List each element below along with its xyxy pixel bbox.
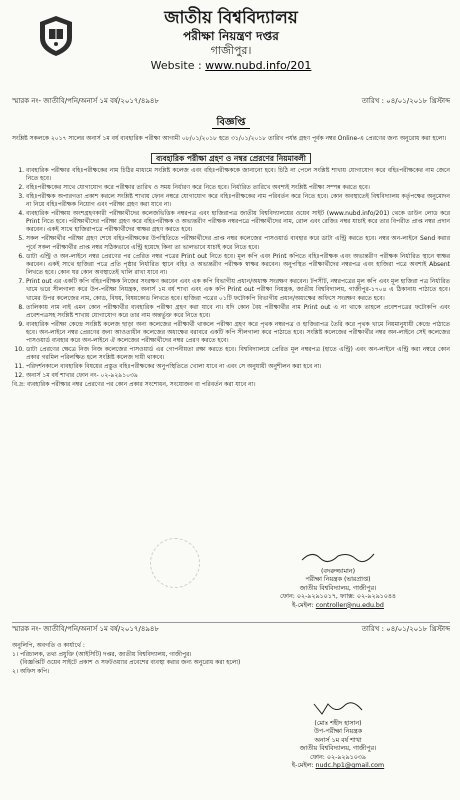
section-divider [12, 622, 450, 623]
copy-section [12, 624, 450, 676]
memo-row [12, 96, 450, 106]
notice-intro: সংশ্লিষ্ট সকলকে ২০১৭ সালের অনার্স ১ম বর্ষ ব্যবহারিক পরীক্ষা আগামী ০৮/০১/২০১৮ হতে ৩১/০১/২০১৮ তারিখ পর্যন্ত গ্রহণ পূর্বক নম্বর Online-এ প্রেরণের জন্য অনুরোধ করা হলো। [12, 135, 447, 142]
office-city: গাজীপুর। [210, 44, 252, 57]
notice-title: বিজ্ঞপ্তি [212, 117, 249, 129]
copy-item: ১। পরিচালক, তথ্য প্রযুক্তি (আইসিটি) দপ্তর, জাতীয় বিশ্ববিদ্যালয়, গাজীপুর। [12, 650, 192, 658]
copy-intro: অনুলিপি, অবগতি ও কার্যার্থে : [12, 642, 85, 649]
rules-list [12, 167, 450, 381]
university-name: জাতীয় বিশ্ববিদ্যালয় [164, 8, 298, 28]
website-link[interactable]: www.nubd.info/201 [205, 59, 312, 72]
deputy-email-line [258, 762, 418, 771]
signatory-designation: পরীক্ষা নিয়ন্ত্রক (ভারপ্রাপ্ত) [305, 576, 371, 583]
controller-signature-block [258, 548, 418, 610]
office-name: পরীক্ষা নিয়ন্ত্রণ দপ্তর [183, 29, 279, 43]
rule-item: 2. বহিঃপরীক্ষকের সাথে যোগাযোগ করে পরীক্ষার তারিখ ও সময় নির্ধারণ করে নিতে হবে। নির্ধারিত তারিখে অবশ্যই সংশ্লিষ্ট পরীক্ষা সম্পন্ন করতে হবে। [26, 184, 450, 192]
deputy-name: (মোঃ শহীদ হাসান) [314, 719, 362, 727]
rule-item: 6. ডাটা এন্ট্রি ও অন-লাইনে নম্বর প্রেরণের পর প্রেরিত নম্বর পত্রের Print out নিতে হবে। মূল কপি এবং Print কপিতে বহিঃপরীক্ষক এবং অভ্যন্তরীণ পরীক্ষক নির্ধারিত স্থানে স্বাক্ষর করবেন। একই সাথে হাজিরা পত্রে প্রতি পৃষ্ঠার নির্ধারিত স্থানে বহিঃ ও অভ্যন্তরীণ পরীক্ষক স্বাক্ষর করবেন। অনুপস্থিত পরীক্ষার্থীদের নম্বরপত্র এবং হাজিরা পত্রে অবশ্যই Absent লিখতে হবে। কোন ঘর কোন অবস্থাতেই খালি রাখা যাবে না। [26, 253, 450, 278]
faded-stamp-icon [150, 538, 200, 588]
copy-recipients [12, 642, 450, 676]
rule-item: 7. Print out এর একটি কপি বহিঃপরীক্ষক নিজের সংরক্ষণ করবেন এবং এক কপি বিভাগীয় প্রধান/অধ্যক্ষ সংরক্ষণ করবেন। টপসীট, নম্বরপত্রের মূল কপি এবং মূল হাজিরা পত্র নির্ধারিত খামে ভরে সীলগালা করে উপ-পরীক্ষা নিয়ন্ত্রক, অনার্স ১ম বর্ষ শাখা এবং এক কপি Print out পরীক্ষা নিয়ন্ত্রক, জাতীয় বিশ্ববিদ্যালয়, গাজীপুর-১৭০৪ এ ঠিকানায় পাঠাতে হবে। খামের উপর কলেজের নাম, কোড, বিষয়, বিষয়কোড লিখতে হবে। হাজিরা পত্রের ০১টি ফটোকপি বিভাগীয় প্রধান/অধ্যক্ষের অফিসে সংরক্ষণ করতে হবে। [26, 278, 450, 303]
deputy-org: জাতীয় বিশ্ববিদ্যালয়, গাজীপুর। [299, 745, 377, 752]
rule-item: 4. ব্যবহারিক পরীক্ষায় অংশগ্রহণকারী পরীক্ষার্থীদের কলেজভিত্তিক নম্বরপত্র এবং হাজিরাপত্র জাতীয় বিশ্ববিদ্যালয়ের ওয়েব সাইট (www.nubd.info/201) থেকে ডাউন লোড করে Print নিতে হবে। পরীক্ষার্থীদের পরীক্ষা গ্রহণ করে বহিঃপরীক্ষক ও অভ্যন্তরীণ পরীক্ষক নম্বরপত্রে পরীক্ষার্থীদের নাম, রোল এবং রেজিঃ নম্বর যাচাই করে তার বিপরীত প্রাপ্ত নম্বর প্রদান করবেন। একই সাথে হাজিরাপত্রে পরীক্ষার্থীদের স্বাক্ষর গ্রহণ করতে হবে। [26, 210, 450, 235]
notice-footnote: বি.দ্র: ব্যবহারিক পরীক্ষার নম্বর প্রেরণের পর কোন প্রকার সংশোধন, সংযোজন বা পরিবর্তন করা যাবে না। [12, 381, 256, 389]
signature-icon [298, 548, 378, 564]
deputy-branch: অনার্স ১ম বর্ষ শাখা [314, 736, 362, 744]
rule-item: 5. সকল পরীক্ষার্থীর পরীক্ষা গ্রহণ শেষে বহিঃপরীক্ষকের উপস্থিতিতে পরীক্ষার্থীদের প্রাপ্ত নম্বর কলেজের পাসওয়ার্ড ব্যবহার করে ডাটা এন্ট্রি করতে হবে। নম্বর অন-লাইনে Send করার পূর্বে সকল পরীক্ষার্থীর প্রাপ্ত নম্বর সঠিকভাবে এন্ট্রি হয়েছে কিনা তা ভালভাবে যাচাই করে নিতে হবে। [26, 235, 450, 252]
memo-number: স্মারক নং- জাতীবি/পনি/অনার্স ১ম বর্ষ/২০১৭/৪৯৪৮ [12, 97, 159, 105]
copy-memo-row [12, 624, 450, 634]
notice-heading [12, 110, 450, 132]
signature-icon [308, 700, 368, 716]
website-line [12, 58, 450, 73]
email-label: ই-মেইল: [292, 601, 316, 609]
signatory-phone: ফোন: ০২-৯২৯১০১৭, ফ্যাক্স: ০২-৯২৯১০৪৪ [279, 593, 397, 600]
deputy-signature-block [258, 700, 418, 771]
rule-item: 8. তালিকায় নাম নাই এমন কোন পরীক্ষার্থীর ব্যবহারিক পরীক্ষা গ্রহণ করা যাবে না। যদি কোন বৈধ পরীক্ষার্থীর নাম Print out এ না থাকে তাহলে প্রবেশপত্রের ফটোকপি এবং প্রবেশপত্রসহ সংশ্লিষ্ট শাখায় যোগাযোগ করে তার নাম অন্তর্ভুক্ত করে নিতে হবে। [26, 304, 450, 321]
copy-memo-number: স্মারক নং- জাতীবি/পনি/অনার্স ১ম বর্ষ/২০১৭/৪৯৪৮ [12, 625, 159, 633]
rule-item: 10. ডাটা প্রেরণের ক্ষেত্রে নিজ নিজ কলেজের পাসওয়ার্ড এর গোপনীয়তা রক্ষা করতে হবে। বিশ্ববিদ্যালয়ে প্রেরিত মূল নম্বরপত্র (হাতে এন্ট্রি) এবং অন-লাইনে এন্ট্রি করা নম্বরে কোন প্রকার গরমিল পরিলক্ষিত হলে সংশ্লিষ্ট কলেজ দায়ী থাকবে। [26, 346, 450, 363]
copy-memo-date: তারিখ : ০৪/০১/২০১৮ খ্রিস্টাব্দ [361, 625, 450, 633]
rules-title: ব্যবহারিক পরীক্ষা গ্রহণ ও নম্বর প্রেরণের নিয়মাবলী [151, 153, 311, 164]
university-logo-icon [36, 14, 76, 58]
controller-email-link[interactable]: controller@nu.edu.bd [315, 601, 384, 609]
signatory-org: জাতীয় বিশ্ববিদ্যালয়, গাজীপুর। [299, 584, 377, 592]
email-label: ই-মেইল: [291, 762, 316, 769]
rules-heading [12, 146, 450, 166]
signatory-email-line [258, 602, 418, 611]
deputy-phone: ফোন: ০২-৯২৯১০৩৯ [310, 753, 366, 761]
signatory-name: (বদরুজ্জামান) [320, 567, 356, 575]
rule-item: 1. ব্যবহারিক পরীক্ষার বহিঃপরীক্ষকের নাম চিঠির মাধ্যমে সংশ্লিষ্ট কলেজ এবং বহিঃপরীক্ষককে জানানো হবে। চিঠি না পেলে সংশ্লিষ্ট শাখায় যোগাযোগ করে বহিঃপরীক্ষকের নাম জেনে নিতে হবে। [26, 167, 450, 184]
rule-item: 11. পরিদর্শনকালে ব্যবহারিক বিষয়ের প্রস্তুত বহিঃপরীক্ষকের অনুপস্থিতিতে খোলা যাবে না এবং সে অনুযায়ী অনুশীলন করা হবে না। [26, 363, 450, 371]
letterhead [12, 8, 450, 96]
deputy-designation: উপ-পরীক্ষা নিয়ন্ত্রক [314, 728, 362, 735]
rule-item: 3. বহিঃপরীক্ষক অপারগতা প্রকাশ করলে সংশ্লিষ্ট শাখায় ফোন নম্বরে যোগাযোগ করে বহিঃপরীক্ষকের নাম পরিবর্তন করে নিতে হবে। কোন অবস্থাতেই বিশ্ববিদ্যালয় কর্তৃপক্ষের অনুমোদন না নিয়ে বহিঃপরীক্ষক নিয়োগ এবং পরীক্ষা গ্রহণ করা যাবে না। [26, 193, 450, 210]
rule-item: 12. অনার্স ১ম বর্ষ শাখার ফোন নং- ০২-৯২৯১০৩৯ [26, 372, 450, 380]
memo-date: তারিখ : ০৪/০১/২০১৮ খ্রিস্টাব্দ [361, 97, 450, 105]
website-label: Website : [150, 59, 206, 72]
rule-item: 9. ব্যবহারিক পরীক্ষা কেন্দ্রে সংশ্লিষ্ট কলেজ ছাড়া অন্য কলেজের পরীক্ষার্থী থাকলে পরীক্ষা গ্রহণ করে পৃথক নম্বরপত্র ও হাজিরাপত্র তৈরি করে পৃথক খামে নিয়মানুযায়ী কেন্দ্রে পাঠাতে হবে। অন-লাইনে নম্বর প্রেরণের জন্য আওতাধীন কলেজের অধ্যক্ষের বরাবরে একটি কপি সীলগালা করে পাঠাতে হবে। সংশ্লিষ্ট কলেজের পরীক্ষার্থীর নম্বর অন-লাইনে সেই কলেজের পাসওয়ার্ড ব্যবহার করে অন-লাইনে ঐ কলেজের পরীক্ষার্থীদের নম্বর প্রেরণ করতে হবে। [26, 321, 450, 346]
deputy-email-link[interactable]: nudc.hp1@gmail.com [315, 762, 385, 769]
copy-item-note: (বিজ্ঞপ্তিটি ওয়েব সাইটে প্রকাশ ও সফটওয়্যার প্রবেশের ব্যবস্থা করার জন্য অনুরোধ করা হলো) [20, 659, 241, 666]
copy-item: ২। অফিস কপি। [12, 667, 50, 675]
